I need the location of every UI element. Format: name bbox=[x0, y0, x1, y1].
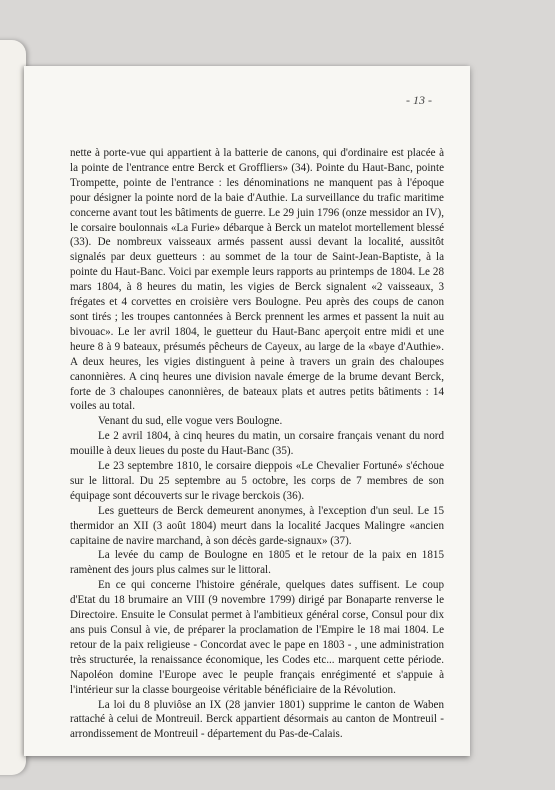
facing-page-edge bbox=[0, 40, 26, 775]
paragraph-8: La loi du 8 pluviôse an IX (28 janvier 1801) supprime le canton de Waben rattaché à celui de Montreuil. Berck appartient désormais au canton de Montreuil - arrondissement de Montreuil - département du Pas-de-Calais. bbox=[70, 698, 444, 741]
book-page bbox=[24, 66, 470, 756]
paragraph-3: Le 2 avril 1804, à cinq heures du matin, un corsaire français venant du nord mouille à deux lieues du poste du Haut-Banc (35). bbox=[70, 430, 444, 458]
page-body bbox=[70, 146, 444, 742]
paragraph-4: Le 23 septembre 1810, le corsaire dieppois «Le Chevalier Fortuné» s'échoue sur le littoral. Du 25 septembre au 5 octobre, les corps de 7 membres de son équipage sont découverts sur le rivage berckois (36). bbox=[70, 460, 444, 502]
paragraph-7: En ce qui concerne l'histoire générale, quelques dates suffisent. Le coup d'Etat du 18 brumaire an VIII (9 novembre 1799) dirigé par Bonaparte renverse le Directoire. Ensuite le Consulat permet à l'ambitieux général corse, Consul pour dix ans puis Consul à vie, de préparer la proclamation de l'Empire le 18 mai 1804. Le retour de la paix religieuse - Concordat avec le pape en 1803 - , une administration très structurée, la renaissance économique, les Codes etc... marquent cette période. Napoléon domine l'Europe avec le peuple français enrégimenté et s'appuie à l'intérieur sur la classe bourgeoise véritable bénéficiaire de la Révolution. bbox=[70, 579, 444, 696]
paragraph-1: nette à porte-vue qui appartient à la batterie de canons, qui d'ordinaire est placée à la pointe de l'entrance entre Berck et Groffliers» (34). Pointe du Haut-Banc, pointe Trompette, pointe de l'entrance : les dénominations ne manquent pas à l'époque pour désigner la pointe nord de la baie d'Authie. La surveillance du trafic maritime concerne avant tout les bâtiments de guerre. Le 29 juin 1796 (onze messidor an IV), le corsaire boulonnais «La Furie» débarque à Berck un matelot mortellement blessé (33). De nombreux vaisseaux armés passent aussi devant la localité, aussitôt signalés par deux guetteurs : au sommet de la tour de Saint-Jean-Baptiste, à la pointe du Haut-Banc. Voici par exemple leurs rapports au printemps de 1804. Le 28 mars 1804, à 8 heures du matin, les vigies de Berck signalent «2 vaisseaux, 3 frégates et 4 corvettes en croisière vers Boulogne. Peu après des coups de canon sont tirés ; les troupes cantonnées à Berck prennent les armes et passent la nuit au bivouac». Le ler avril 1804, le guetteur du Haut-Banc aperçoit entre midi et une heure 8 à 9 bateaux, présumés pêcheurs de Cayeux, au large de la «baye d'Authie». A deux heures, les vigies distinguent à peine à travers un grain des chaloupes canonnières. A cinq heures une division navale émerge de la brume devant Berck, forte de 3 chaloupes canonnières, de bateaux plats et autres petits bâtiments : 14 voiles au total. bbox=[70, 147, 444, 413]
paragraph-5: Les guetteurs de Berck demeurent anonymes, à l'exception d'un seul. Le 15 thermidor an XII (3 août 1804) meurt dans la localité Jacques Malingre «ancien capitaine de navire marchand, à son décès garde-signaux» (37). bbox=[70, 504, 444, 547]
page-number: - 13 - bbox=[406, 93, 432, 107]
paragraph-2: Venant du sud, elle vogue vers Boulogne. bbox=[98, 415, 283, 428]
paragraph-6: La levée du camp de Boulogne en 1805 et le retour de la paix en 1815 ramènent des jours plus calmes sur le littoral. bbox=[70, 549, 444, 577]
